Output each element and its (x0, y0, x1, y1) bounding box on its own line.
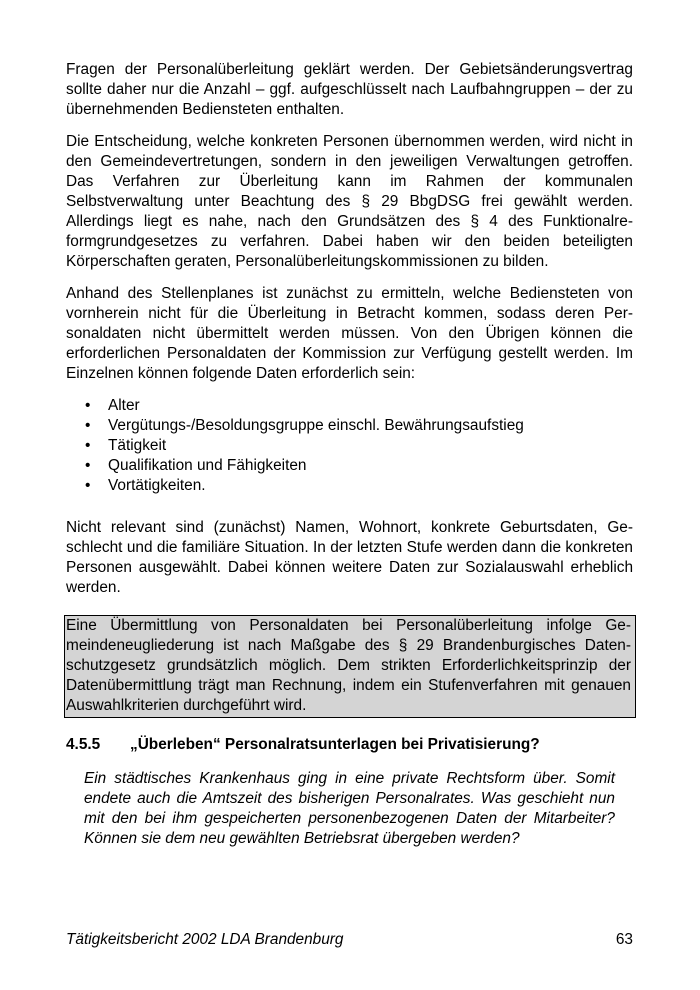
paragraph-3: Anhand des Stellenplanes ist zunächst zu ermitteln, welche Bediensteten von vornherein nicht für die Überleitung in Betracht kommen, sodass deren Personaldaten nicht übermittelt werden müssen. Von den Übrigen können die erforderlichen Personaldaten der Kommission zur Verfügung gestellt werden. Im Einzelnen können folgende Daten erforderlich sein: (66, 285, 633, 382)
bullet-icon: • (85, 457, 91, 474)
section-heading (66, 735, 633, 755)
bullet-icon: • (85, 437, 91, 454)
paragraph-1: Fragen der Personalüberleitung geklärt werden. Der Gebietsänderungsvertrag sollte daher nur die Anzahl – ggf. aufgeschlüsselt nach Laufbahngruppen – der zu übernehmenden Bediensteten enthalten. (66, 61, 633, 118)
bullet-icon: • (85, 477, 91, 494)
paragraph-2: Die Entscheidung, welche konkreten Personen übernommen werden, wird nicht in den Gemeindevertretungen, sondern in den jeweiligen Verwaltungen getroffen. Das Verfahren zur Überleitung kann im Rahmen der kommunalen Selbstverwaltung unter Beachtung des § 29 BbgDSG frei gewählt werden. Allerdings liegt es nahe, nach den Grundsätzen des § 4 des Funktionalreformgrundgesetzes zu verfahren. Dabei haben wir den beiden beteiligten Körperschaften geraten, Personalüberleitungskommissionen zu bilden. (66, 133, 633, 270)
data-list (66, 396, 633, 496)
page-number: 63 (615, 931, 633, 948)
section-title: „Überleben“ Personalratsunterlagen bei Privatisierung? (130, 736, 540, 753)
summary-text: Eine Übermittlung von Personaldaten bei Personalüberleitung infolge Gemeindeneugliederung ist nach Maßgabe des § 29 Brandenburgisches Datenschutzgesetz grundsätzlich möglich. Dem strikten Erforderlichkeitsprinzip der Datenübermittlung trägt man Rechnung, indem ein Stufenverfahren mit genauen Auswahlkriterien durchgeführt wird. (66, 617, 631, 714)
list-item: • Alter (85, 397, 140, 414)
paragraph-4: Nicht relevant sind (zunächst) Namen, Wohnort, konkrete Geburtsdaten, Geschlecht und die familiäre Situation. In der letzten Stufe werden dann die konkreten Personen ausgewählt. Dabei können weitere Daten zur Sozialauswahl erheblich werden. (66, 519, 633, 596)
list-item: • Tätigkeit (85, 437, 167, 454)
section-number: 4.5.5 (66, 736, 101, 753)
page-content (66, 60, 633, 849)
list-item: • Vergütungs-/Besoldungsgruppe einschl. Bewährungsaufstieg (85, 417, 524, 434)
footer-title: Tätigkeitsbericht 2002 LDA Brandenburg (66, 931, 344, 948)
bullet-icon: • (85, 397, 91, 414)
bullet-icon: • (85, 417, 91, 434)
list-item: • Vortätigkeiten. (85, 477, 206, 494)
case-description: Ein städtisches Krankenhaus ging in eine private Rechtsform über. Somit endete auch die Amtszeit des bisherigen Personalrates. Was geschieht nun mit den bei ihm gespeicherten personenbezogenen Daten der Mitarbeiter? Können sie dem neu gewählten Betriebsrat übergeben werden? (84, 770, 615, 847)
summary-box (64, 615, 636, 718)
page-footer (66, 930, 633, 950)
list-item: • Qualifikation und Fähigkeiten (85, 457, 307, 474)
